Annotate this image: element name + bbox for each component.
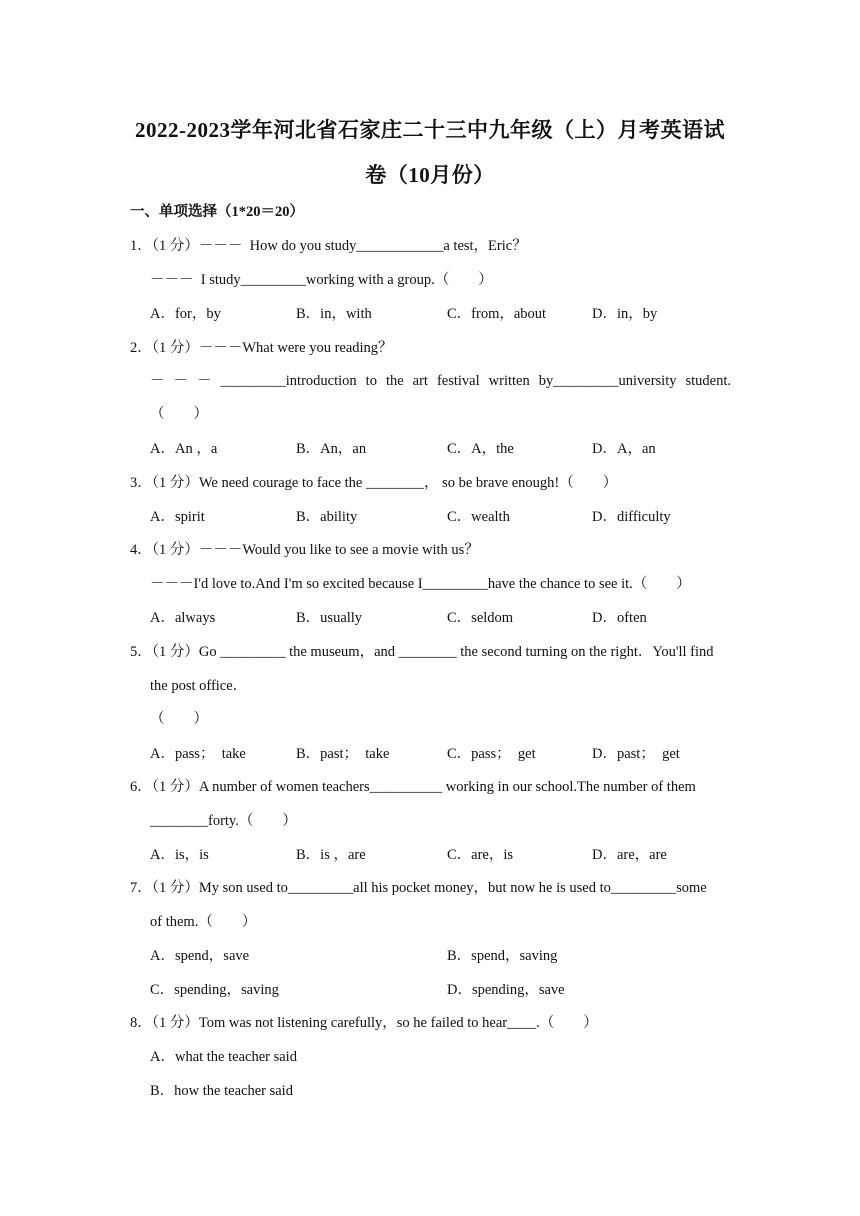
question-2-option-b[interactable]: B．An，an	[296, 441, 367, 457]
question-3-option-c[interactable]: C．wealth	[447, 509, 510, 525]
question-7-stem: 7．（1 分）My son used to_________all his pocket money，but now he is used to_________some	[130, 880, 707, 896]
question-4-stem: 4．（1 分）－－－Would you like to see a movie with us？	[130, 542, 479, 558]
question-2-option-d[interactable]: D．A，an	[592, 441, 656, 457]
question-7-option-d[interactable]: D．spending，save	[447, 982, 565, 998]
question-5-line-2: the post office．	[150, 678, 248, 694]
question-2-option-a[interactable]: A．An ，a	[150, 441, 218, 457]
question-3-option-d[interactable]: D．difficulty	[592, 509, 671, 525]
question-1-line-2: －－－ I study_________working with a group.（ ）	[150, 272, 493, 288]
exam-title-line-1: 2022-2023学年河北省石家庄二十三中九年级（上）月考英语试	[135, 118, 725, 142]
question-1-option-d[interactable]: D．in，by	[592, 306, 658, 322]
question-4-option-d[interactable]: D．often	[592, 610, 647, 626]
section-heading: 一、单项选择（1*20＝20）	[130, 204, 304, 220]
question-6-option-c[interactable]: C．are，is	[447, 847, 514, 863]
question-3-option-a[interactable]: A．spirit	[150, 509, 205, 525]
question-4-line-2: －－－I'd love to.And I'm so excited because I_________have the chance to see it.（ ）	[150, 576, 691, 592]
question-7-line-2: of them.（ ）	[150, 914, 257, 930]
question-7-option-a[interactable]: A．spend，save	[150, 948, 250, 964]
question-7-option-b[interactable]: B．spend，saving	[447, 948, 558, 964]
question-8-option-b[interactable]: B．how the teacher said	[150, 1083, 293, 1099]
question-5-answer-bracket: （ ）	[150, 711, 208, 727]
question-4-option-c[interactable]: C．seldom	[447, 610, 514, 626]
question-5-stem: 5．（1 分）Go _________ the museum，and ________ the second turning on the right．You'll find	[130, 644, 714, 660]
question-2-stem: 2．（1 分）－－－What were you reading？	[130, 340, 393, 356]
question-1-option-c[interactable]: C．from，about	[447, 306, 547, 322]
question-6-option-d[interactable]: D．are，are	[592, 847, 667, 863]
question-5-option-b[interactable]: B．past； take	[296, 746, 390, 762]
question-7-option-c[interactable]: C．spending，saving	[150, 982, 279, 998]
question-5-option-a[interactable]: A．pass； take	[150, 746, 246, 762]
question-6-option-b[interactable]: B．is ，are	[296, 847, 366, 863]
question-5-option-c[interactable]: C．pass； get	[447, 746, 536, 762]
question-1-stem: 1．（1 分）－－－ How do you study____________a test，Eric？	[130, 238, 527, 254]
question-4-option-a[interactable]: A．always	[150, 610, 216, 626]
question-2-option-c[interactable]: C．A，the	[447, 441, 514, 457]
question-2-answer-bracket: （ ）	[150, 406, 208, 422]
question-8-option-a[interactable]: A．what the teacher said	[150, 1049, 297, 1065]
question-6-line-2: ________forty.（ ）	[150, 813, 297, 829]
question-8-stem: 8．（1 分）Tom was not listening carefully，so he failed to hear____.（ ）	[130, 1015, 598, 1031]
question-3-option-b[interactable]: B．ability	[296, 509, 358, 525]
question-6-stem: 6．（1 分）A number of women teachers__________ working in our school.The number of them	[130, 779, 696, 795]
question-3-stem: 3．（1 分）We need courage to face the ________， so be brave enough!（ ）	[130, 475, 618, 491]
question-6-option-a[interactable]: A．is，is	[150, 847, 209, 863]
question-4-option-b[interactable]: B．usually	[296, 610, 363, 626]
question-1-option-a[interactable]: A．for，by	[150, 306, 221, 322]
question-2-line-2: － － － _________introduction to the art festival written by_________university student.	[150, 373, 731, 389]
exam-title-line-2: 卷（10月份）	[365, 163, 495, 187]
question-5-option-d[interactable]: D．past； get	[592, 746, 680, 762]
question-1-option-b[interactable]: B．in，with	[296, 306, 372, 322]
